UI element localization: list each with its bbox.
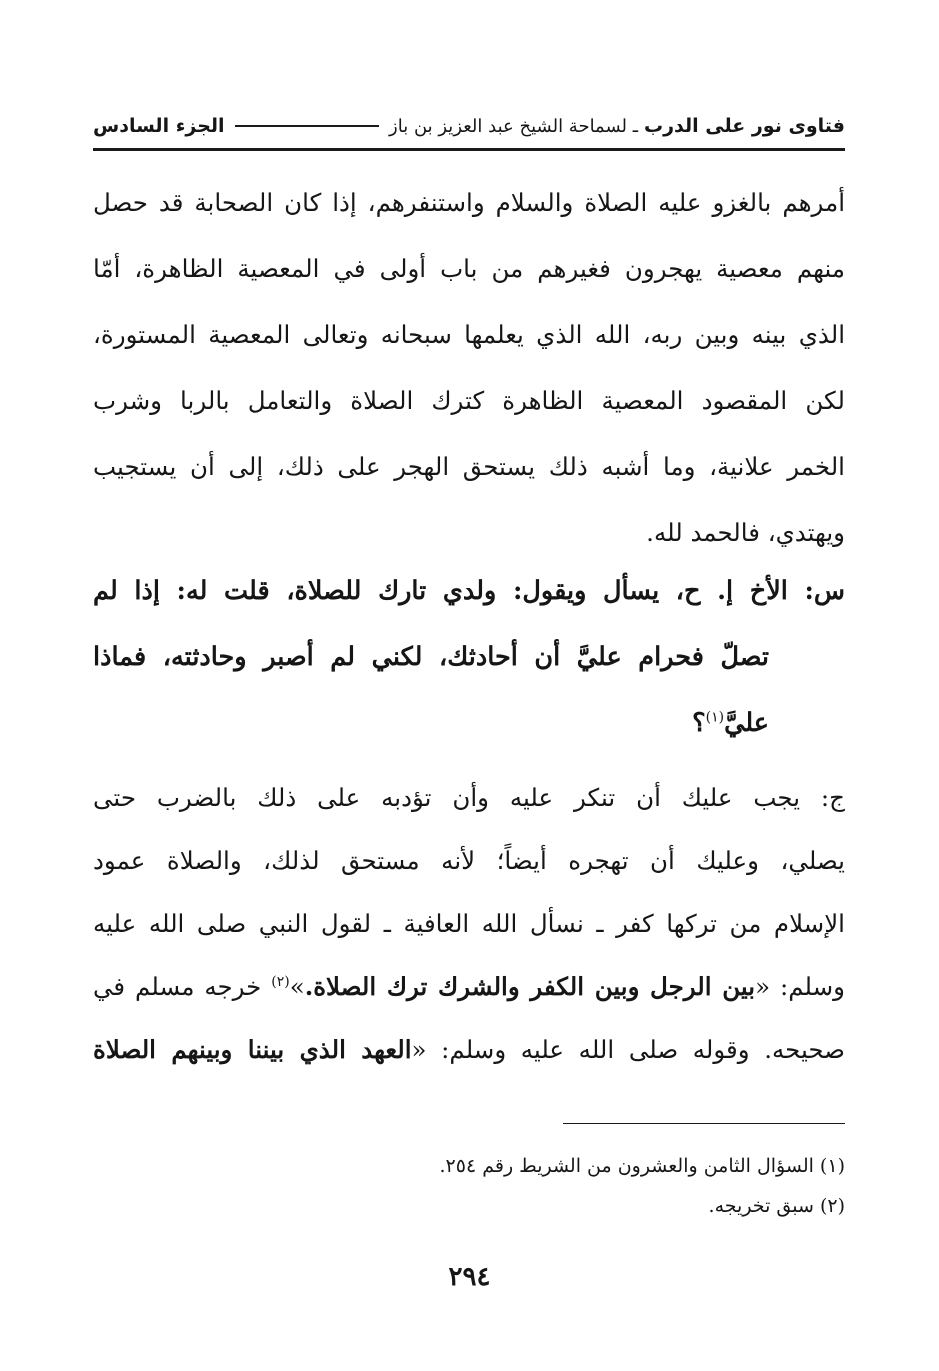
question-line: س: الأخ إ. ح، يسأل ويقول: ولدي تارك للصلاة، قلت له: إذا لم bbox=[93, 576, 845, 606]
answer-line-hadith-1 bbox=[93, 955, 845, 1018]
paragraph-line: الذي بينه وبين ربه، الله الذي يعلمها سبحانه وتعالى المعصية المستورة، bbox=[93, 320, 845, 349]
header-title-group bbox=[225, 115, 845, 137]
footnote-separator bbox=[563, 1123, 845, 1124]
question-block bbox=[93, 558, 845, 756]
answer-text: وسلم: « bbox=[755, 972, 846, 1001]
footnote-2: (٢) سبق تخريجه. bbox=[708, 1195, 845, 1217]
question-line: تصلّ فحرام عليَّ أن أحادثك، لكني لم أصبر وحادثته، فماذا bbox=[93, 642, 769, 672]
header-book-title: فتاوى نور على الدرب bbox=[644, 115, 845, 137]
page-number: ٢٩٤ bbox=[448, 1262, 491, 1292]
paragraph-line: الخمر علانية، وما أشبه ذلك يستحق الهجر على ذلك، إلى أن يستجيب bbox=[93, 452, 845, 481]
answer-text: خرجه مسلم في bbox=[93, 972, 272, 1001]
question-mark: ؟ bbox=[692, 708, 706, 738]
footnote-ref-1: (١) bbox=[705, 709, 725, 726]
hadith-quote: العهد الذي بيننا وبينهم الصلاة bbox=[93, 1035, 412, 1064]
answer-line: الإسلام من تركها كفر ـ نسأل الله العافية ـ لقول النبي صلى الله عليه bbox=[93, 909, 845, 938]
question-text: عليَّ bbox=[724, 708, 769, 738]
paragraph-line: لكن المقصود المعصية الظاهرة كترك الصلاة والتعامل بالربا وشرب bbox=[93, 386, 845, 415]
paragraph-line: ويهتدي، فالحمد لله. bbox=[646, 518, 845, 547]
footnotes bbox=[93, 1146, 845, 1226]
hadith-quote: بين الرجل وبين الكفر والشرك ترك الصلاة. bbox=[304, 972, 756, 1001]
answer-line-hadith-2 bbox=[93, 1018, 845, 1081]
answer-line: يصلي، وعليك أن تهجره أيضاً؛ لأنه مستحق لذلك، والصلاة عمود bbox=[93, 846, 845, 875]
answer-block bbox=[93, 766, 845, 1081]
answer-line: ج: يجب عليك أن تنكر عليه وأن تؤدبه على ذلك بالضرب حتى bbox=[93, 783, 845, 812]
footnote-1: (١) السؤال الثامن والعشرون من الشريط رقم ٢٥٤. bbox=[439, 1155, 845, 1177]
question-line-final bbox=[93, 690, 769, 756]
answer-text: صحيحه. وقوله صلى الله عليه وسلم: « bbox=[411, 1035, 845, 1064]
body-paragraph bbox=[93, 170, 845, 566]
header-part-label: الجزء السادس bbox=[93, 115, 225, 137]
header-separator-line bbox=[235, 125, 379, 127]
paragraph-line: أمرهم بالغزو عليه الصلاة والسلام واستنفرهم، إذا كان الصحابة قد حصل bbox=[93, 188, 845, 217]
paragraph-line: منهم معصية يهجرون فغيرهم من باب أولى في المعصية الظاهرة، أمّا bbox=[93, 254, 845, 283]
quote-close: » bbox=[289, 972, 305, 1001]
footnote-ref-2: (٢) bbox=[271, 973, 290, 990]
running-header bbox=[93, 104, 845, 151]
header-author: ـ لسماحة الشيخ عبد العزيز بن باز bbox=[389, 115, 638, 137]
